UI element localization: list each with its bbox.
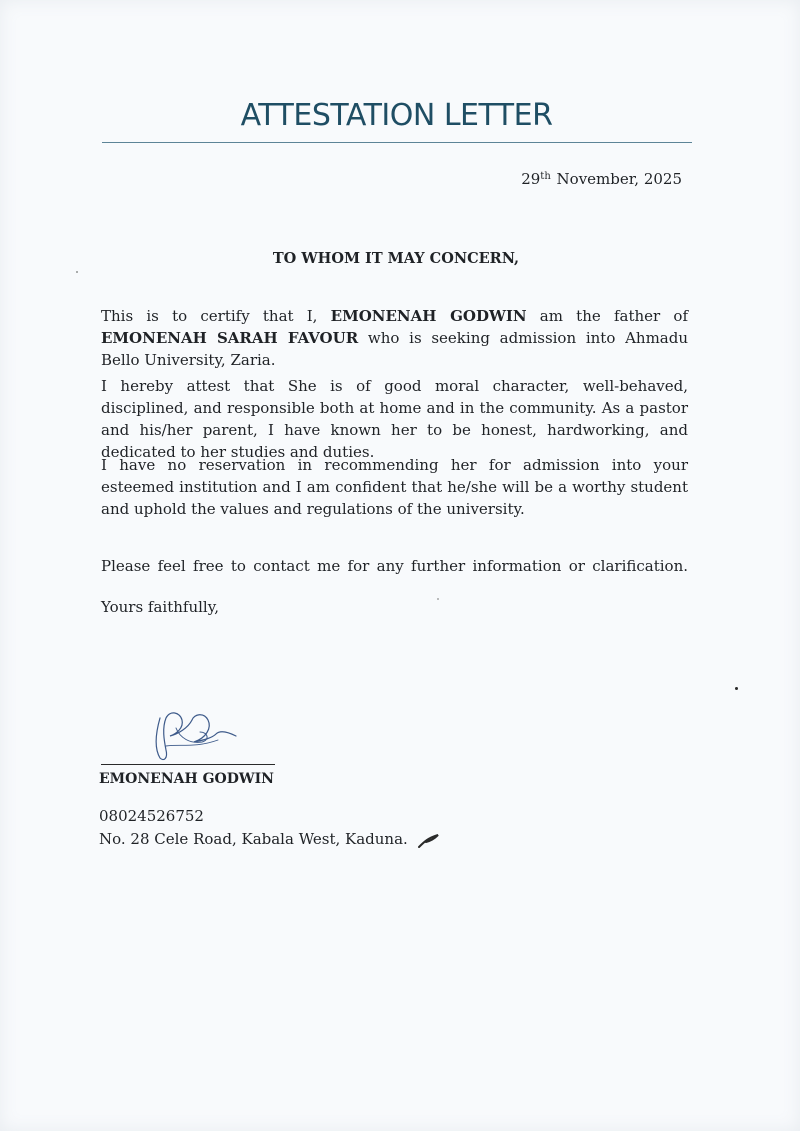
date-rest: November, 2025 xyxy=(556,170,682,188)
paragraph-certify-part1: This is to certify that I, xyxy=(101,307,331,325)
child-name: EMONENAH SARAH FAVOUR xyxy=(101,329,359,347)
letter-title: ATTESTATION LETTER xyxy=(240,98,553,133)
ink-mark xyxy=(416,832,442,850)
paragraph-certify-part2: am the father of xyxy=(526,307,688,325)
date-day: 29 xyxy=(521,170,541,188)
paragraph-contact: Please feel free to contact me for any further information or clarification. xyxy=(101,557,688,575)
salutation: TO WHOM IT MAY CONCERN, xyxy=(272,250,520,267)
paragraph-certify xyxy=(101,305,688,371)
scan-speck xyxy=(735,687,738,690)
paragraph-certify-part3: who is seeking admission into Ahmadu Bello University, Zaria. xyxy=(101,329,689,369)
signer-phone: 08024526752 xyxy=(99,807,204,825)
signer-name: EMONENAH GODWIN xyxy=(99,771,274,787)
scan-speck xyxy=(76,271,78,273)
father-name: EMONENAH GODWIN xyxy=(330,307,527,325)
signer-address: No. 28 Cele Road, Kabala West, Kaduna. xyxy=(99,830,408,848)
paragraph-attest: I hereby attest that She is of good moral character, well-behaved, disciplined, and responsible both at home and in the community. As a pastor and his/her parent, I have known her to be honest, hardworking, and dedicated to her studies and duties. xyxy=(101,377,688,461)
paragraph-recommend: I have no reservation in recommending her for admission into your esteemed institution and I am confident that he/she will be a worthy student and uphold the values and regulations of the university. xyxy=(101,456,688,518)
title-underline xyxy=(102,142,692,143)
handwritten-signature xyxy=(146,698,246,768)
scan-speck xyxy=(437,598,439,600)
closing: Yours faithfully, xyxy=(101,598,219,616)
signature-line xyxy=(101,764,275,765)
letter-date xyxy=(521,170,682,188)
date-suffix: th xyxy=(540,171,551,182)
